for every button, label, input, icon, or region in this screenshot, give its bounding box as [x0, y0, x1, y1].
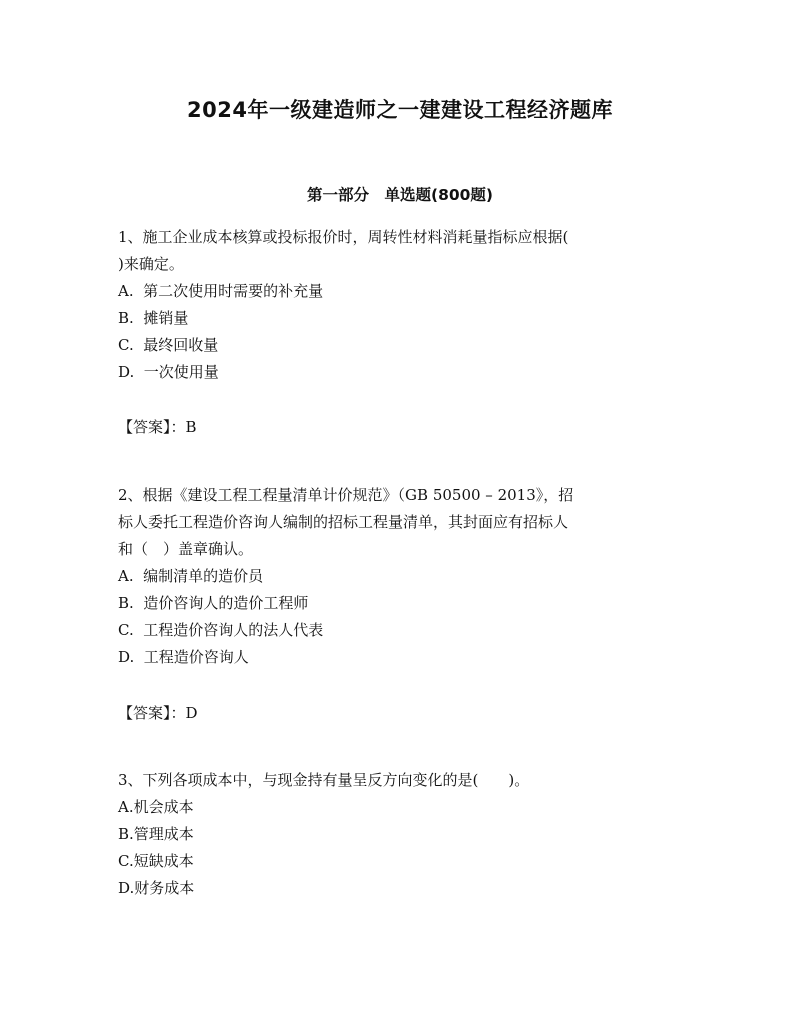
option-d: D. 一次使用量	[118, 363, 219, 381]
option-b: B.管理成本	[118, 825, 194, 843]
option-b: B. 摊销量	[118, 309, 189, 327]
option-a: A. 第二次使用时需要的补充量	[118, 282, 324, 300]
option-c: C. 工程造价咨询人的法人代表	[118, 621, 324, 639]
question-stem-line: 标人委托工程造价咨询人编制的招标工程量清单，其封面应有招标人	[118, 513, 569, 531]
option-c: C.短缺成本	[118, 852, 194, 870]
document-title: 2024年一级建造师之一建建设工程经济题库	[187, 98, 613, 122]
question-stem-line: 2、根据《建设工程工程量清单计价规范》（GB 50500 – 2013》，招	[118, 486, 574, 504]
answer-label: 【答案】：B	[118, 418, 197, 436]
section-title: 第一部分 单选题(800题)	[306, 186, 494, 204]
question-stem-line: 1、施工企业成本核算或投标报价时，周转性材料消耗量指标应根据(	[118, 228, 569, 246]
option-c: C. 最终回收量	[118, 336, 219, 354]
question-stem-line: )来确定。	[118, 255, 184, 273]
option-a: A.机会成本	[118, 798, 194, 816]
option-b: B. 造价咨询人的造价工程师	[118, 594, 309, 612]
option-a: A. 编制清单的造价员	[118, 567, 264, 585]
answer-label: 【答案】：D	[118, 704, 198, 722]
question-stem-line: 3、下列各项成本中，与现金持有量呈反方向变化的是( )。	[118, 771, 530, 789]
question-stem-line: 和（ ）盖章确认。	[118, 540, 254, 558]
option-d: D.财务成本	[118, 879, 195, 897]
option-d: D. 工程造价咨询人	[118, 648, 249, 666]
